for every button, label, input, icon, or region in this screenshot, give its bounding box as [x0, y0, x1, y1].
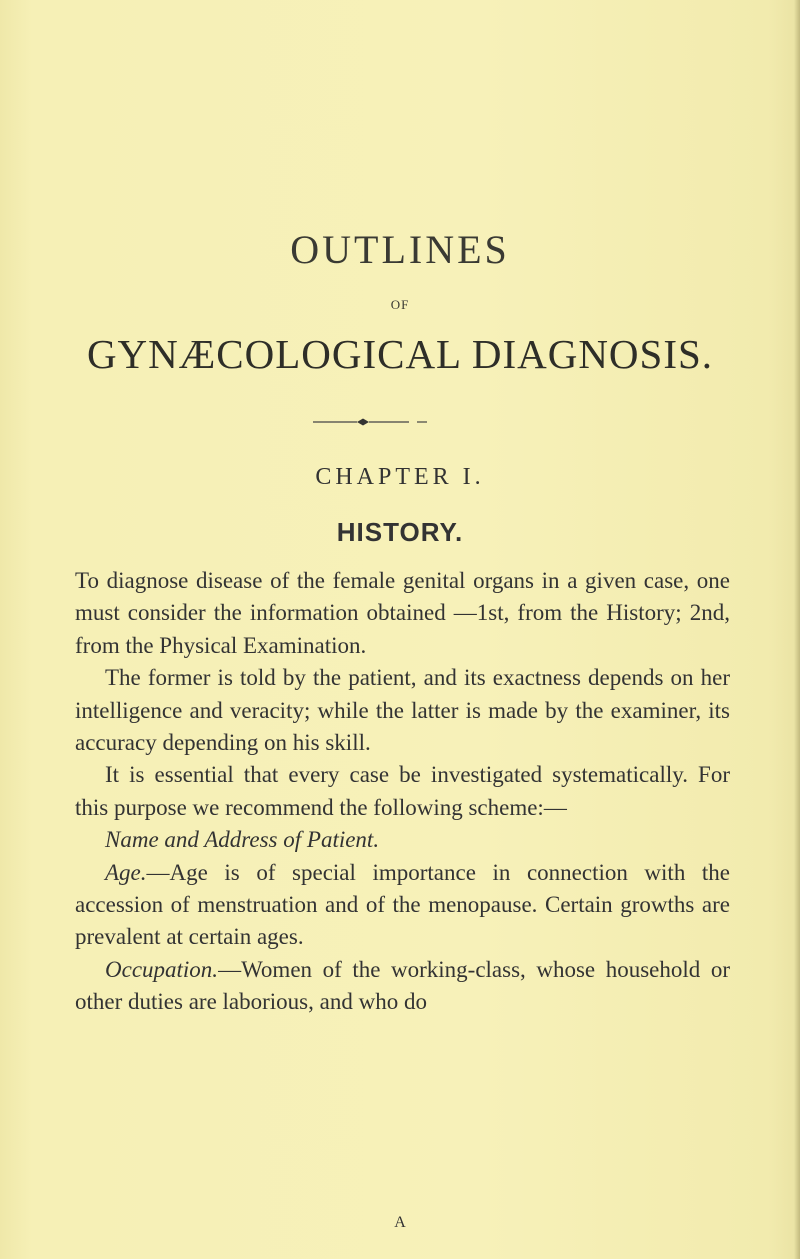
paragraph-lead: Occupation. [105, 956, 219, 982]
paragraph-body: —Age is of special importance in connection with the accession of menstruation and of the menopause. Certain growths are prevalent at certain ages. [75, 859, 730, 950]
ornament-divider-icon [313, 416, 493, 428]
paragraph-lead: Age. [105, 859, 147, 885]
body-text [75, 565, 730, 1019]
paragraph: To diagnose disease of the female genital organs in a given case, one must consider the information obtained —1st, from the History; 2nd, from the Physical Examination. [75, 568, 730, 658]
paragraph: The former is told by the patient, and its exactness depends on her intelligence and veracity; while the latter is made by the examiner, its accuracy depending on his skill. [75, 665, 730, 756]
page-edge-shadow [794, 0, 800, 1259]
chapter-label: CHAPTER I. [315, 464, 485, 490]
paragraph: It is essential that every case be investigated systematically. For this purpose we recommend the following scheme:— [75, 762, 730, 820]
book-title: OUTLINES [290, 227, 510, 272]
paragraph-body: —Women of the working-class, whose household or other duties are laborious, and who do [75, 956, 730, 1015]
paragraph [75, 857, 730, 954]
signature-mark: A [394, 1214, 406, 1231]
section-heading: Name and Address of Patient. [105, 827, 380, 853]
title-connector: OF [390, 297, 410, 312]
book-subtitle: GYNÆCOLOGICAL DIAGNOSIS. [86, 331, 714, 377]
chapter-heading: HISTORY. [336, 517, 464, 547]
paragraph [75, 954, 730, 1019]
